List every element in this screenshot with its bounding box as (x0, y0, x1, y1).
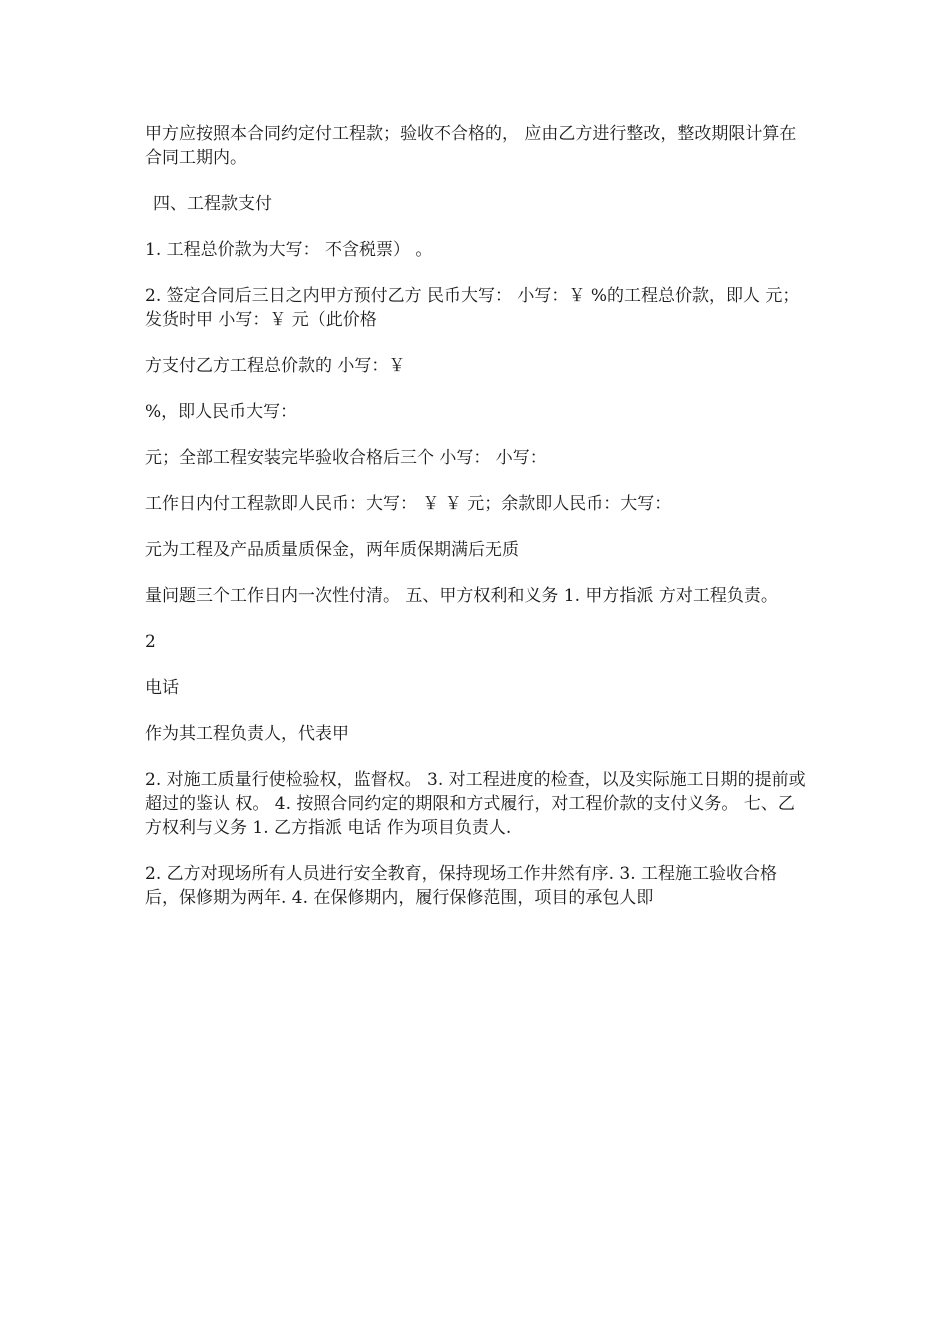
paragraph-party-a-rights: 量问题三个工作日内一次性付清。 五、甲方权利和义务 1. 甲方指派 方对工程负责。 (145, 586, 778, 606)
paragraph-party-b-duties: 2. 乙方对现场所有人员进行安全教育，保持现场工作井然有序. 3. 工程施工验收合格后，保修期为两年. 4. 在保修期内，履行保修范围，项目的承包人即 (145, 864, 778, 908)
paragraph-number: 2 (145, 632, 156, 652)
paragraph-representative: 作为其工程负责人，代表甲 (145, 724, 349, 744)
paragraph-advance-payment: 2. 签定合同后三日之内甲方预付乙方 民币大写： 小写：￥ %的工程总价款，即人 元；发货时甲 小写：￥ 元（此价格 (145, 286, 800, 330)
document-body (145, 122, 810, 932)
paragraph-warranty-deposit: 元为工程及产品质量质保金，两年质保期满后无质 (145, 540, 519, 560)
section-heading-payment: 四、工程款支付 (153, 194, 272, 214)
paragraph-installation-complete: 元；全部工程安装完毕验收合格后三个 小写： 小写： (145, 448, 547, 468)
paragraph-workday-payment: 工作日内付工程款即人民币：大写： ￥ ￥ 元；余款即人民币：大写： (145, 494, 672, 514)
paragraph-payment-terms: 甲方应按照本合同约定付工程款；验收不合格的， 应由乙方进行整改，整改期限计算在合同工期内。 (145, 124, 797, 168)
paragraph-party-a-payment: 方支付乙方工程总价款的 小写：￥ (145, 356, 406, 376)
paragraph-percent-rmb: %，即人民币大写： (145, 402, 298, 422)
paragraph-inspection-rights: 2. 对施工质量行使检验权，监督权。 3. 对工程进度的检查，以及实际施工日期的提前或超过的鉴认 权。 4. 按照合同约定的期限和方式履行，对工程价款的支付义务。 七、乙方权利与义务 1. 乙方指派 电话 作为项目负责人. (145, 770, 806, 838)
paragraph-phone: 电话 (145, 678, 179, 698)
paragraph-total-price: 1. 工程总价款为大写： 不含税票） 。 (145, 240, 433, 260)
